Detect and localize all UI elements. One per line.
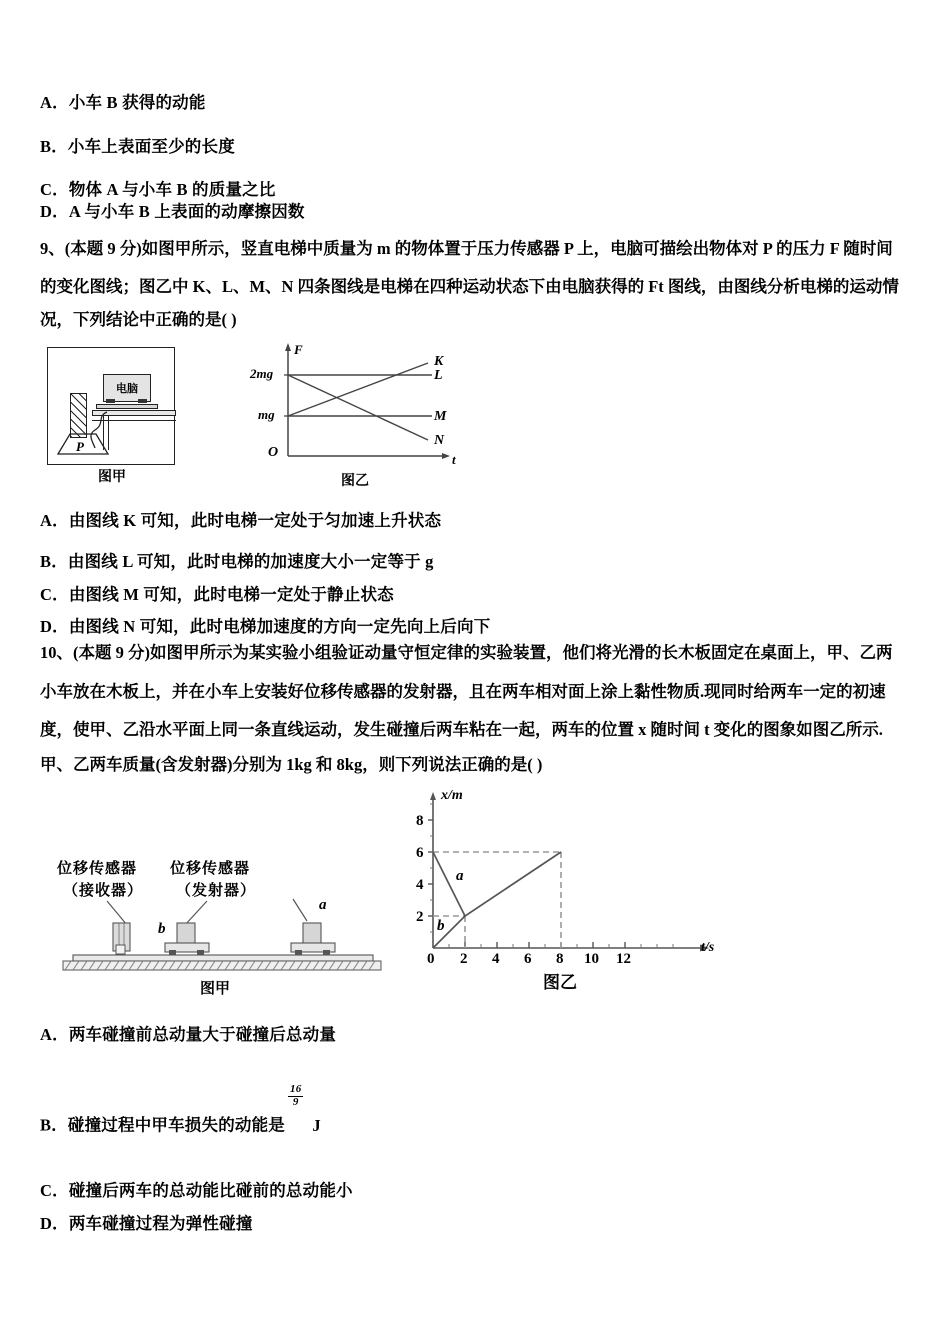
figure-caption-yi-q10: 图乙 [543,973,577,993]
laptop-base [96,404,158,409]
ft-series-label-k: K [434,354,444,369]
figure-caption-jia-q10: 图甲 [199,979,230,997]
ft-origin-label: O [268,445,279,460]
option-label: A． [40,1025,69,1044]
xt-xtick-12: 12 [616,951,631,967]
option-text: 碰撞后两车的总动能比碰前的总动能小 [68,1181,353,1200]
xt-xtick-0: 0 [427,951,435,967]
xt-xtick-8: 8 [556,951,564,967]
sensor-p-label: P [76,439,84,454]
xt-ytick-2: 2 [416,909,424,925]
question-9-stem-line-3: 况，下列结论中正确的是( ) [40,310,237,329]
question-10-stem-line-1: 10、(本题 9 分)如图甲所示为某实验小组验证动量守恒定律的实验装置，他们将光滑的长木板固定在桌面上，甲、乙两 [40,643,893,662]
option-text: 由图线 M 可知，此时电梯一定处于静止状态 [68,585,394,604]
question-10-option-c [40,1177,353,1201]
option-text: 两车碰撞过程为弹性碰撞 [68,1214,253,1233]
option-text-after: J [312,1115,321,1135]
ft-y-axis-label: F [294,342,303,357]
question-10-stem-line-2: 小车放在木板上，并在小车上安装好位移传感器的发射器，且在两车相对面上涂上黏性物质.现同时给两车一定的初速 [40,682,886,701]
question-10-option-d [40,1210,253,1234]
question-9-option-b [40,548,434,572]
fraction-denominator: 9 [288,1096,303,1109]
list-item [40,198,305,222]
cart-b-label: b [158,921,166,937]
option-label: C． [40,1181,69,1200]
xt-ytick-6: 6 [416,845,424,861]
option-text: 由图线 L 可知，此时电梯的加速度大小一定等于 g [67,552,434,571]
emitter-caption-line1: 位移传感器 [170,859,251,877]
option-text-before: 碰撞过程中甲车损失的动能是 [67,1115,286,1135]
computer-screen-label: 电脑 [103,374,151,402]
option-label: B． [40,552,68,571]
option-text: 小车上表面至少的长度 [67,137,235,156]
figure-ft-chart [240,340,470,488]
ft-series-label-n: N [434,433,445,448]
option-label: A． [40,93,69,112]
list-item [40,133,235,157]
laptop-foot-left [106,399,115,403]
xt-xtick-2: 2 [460,951,468,967]
xt-ytick-8: 8 [416,813,424,829]
xt-series-label-b: b [437,918,445,934]
xt-xtick-4: 4 [492,951,500,967]
option-text: 物体 A 与小车 B 的质量之比 [68,180,276,199]
option-text: 由图线 K 可知，此时电梯一定处于匀加速上升状态 [68,511,442,530]
fraction-numerator: 16 [290,1083,302,1095]
cart-a-label: a [319,897,327,913]
ft-ytick-2mg: 2mg [250,366,274,381]
emitter-caption-line2: （发射器） [176,881,257,899]
xt-series-label-a: a [456,868,464,884]
list-item [40,176,276,200]
figure-xt-chart [415,790,735,1010]
question-9-option-a [40,507,441,531]
option-label: B． [40,1115,68,1135]
list-item [40,89,206,113]
receiver-caption-line1: 位移传感器 [57,859,138,877]
question-10-option-b [40,1083,321,1136]
figure-caption-jia: 图甲 [98,469,126,485]
figure-caption-yi-q9: 图乙 [341,473,369,489]
xt-y-axis-label: x/m [441,788,463,803]
question-10-stem-line-3: 度，使甲、乙沿水平面上同一条直线运动，发生碰撞后两车粘在一起，两车的位置 x 随时间 t 变化的图象如图乙所示. [40,720,883,739]
laptop-foot-right [138,399,147,403]
question-9-option-c [40,581,394,605]
question-10-stem-line-4: 甲、乙两车质量(含发射器)分别为 1kg 和 8kg，则下列说法正确的是( ) [40,755,543,774]
ft-ytick-mg: mg [258,407,275,422]
xt-x-axis-label: t/s [701,940,715,955]
option-label: C． [40,585,69,604]
option-text: 由图线 N 可知，此时电梯加速度的方向一定先向上后向下 [68,617,491,636]
option-text: A 与小车 B 上表面的动摩擦因数 [68,202,305,221]
figure-sensors-apparatus [45,855,395,1005]
ft-series-label-m: M [434,409,447,424]
option-label: D． [40,617,69,636]
xt-ytick-4: 4 [416,877,424,893]
ft-series-label-l: L [434,368,443,383]
question-9-stem-line-2: 的变化图线；图乙中 K、L、M、N 四条图线是电梯在四种运动状态下由电脑获得的 Ft 图线，由图线分析电梯的运动情 [40,277,899,296]
option-label: D． [40,1214,69,1233]
xt-xtick-10: 10 [584,951,599,967]
option-label: B． [40,137,68,156]
option-text: 两车碰撞前总动量大于碰撞后总动量 [68,1025,337,1044]
question-9-option-d [40,613,490,637]
question-10-option-a [40,1021,336,1045]
question-9-stem-line-1: 9、(本题 9 分)如图甲所示，竖直电梯中质量为 m 的物体置于压力传感器 P 上，电脑可描绘出物体对 P 的压力 F 随时间 [40,239,893,258]
xt-xtick-6: 6 [524,951,532,967]
option-label: D． [40,202,69,221]
option-label: C． [40,180,69,199]
energy-fraction [288,1084,303,1108]
ft-x-axis-label: t [452,452,456,467]
receiver-caption-line2: （接收器） [63,881,144,899]
option-label: A． [40,511,69,530]
figure-elevator-apparatus [47,347,175,485]
option-text: 小车 B 获得的动能 [68,93,206,112]
